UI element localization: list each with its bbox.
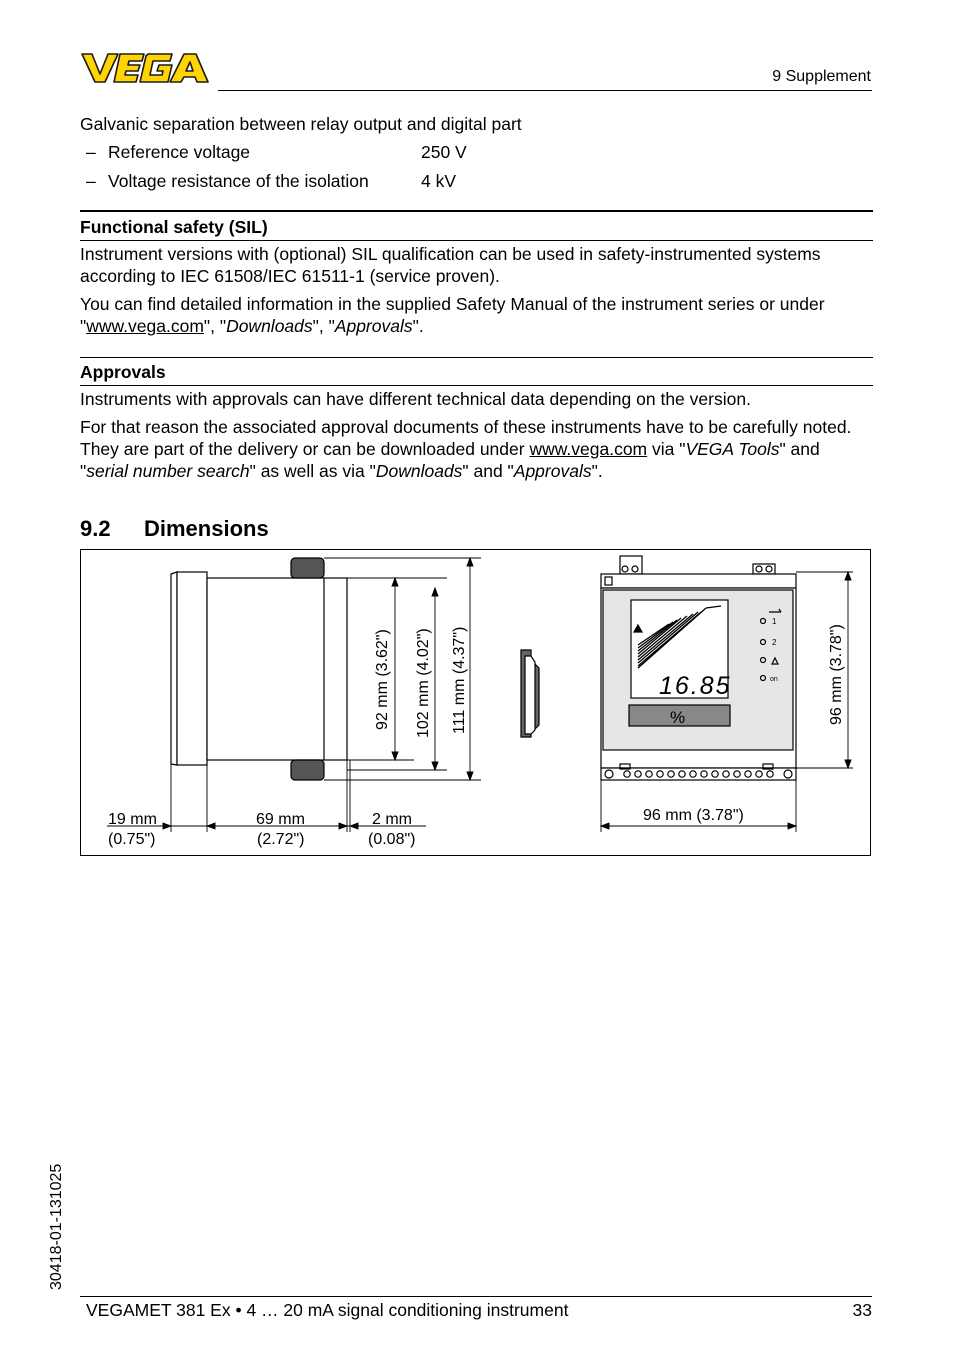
approvals-rule-top [80, 357, 873, 358]
galvanic-intro: Galvanic separation between relay output and digital part [80, 114, 522, 134]
section-label: 9 Supplement [772, 68, 871, 85]
approvals-paragraph-2: For that reason the associated approval documents of these instruments have to be carefully noted. They are part of the delivery or can be downloaded under www.vega.com via "VEGA Tools" and "serial number search" as well as via "Downloads" and "Approvals". [80, 417, 852, 481]
list-dash: – [86, 171, 96, 191]
spec-row-reference-voltage [86, 142, 586, 163]
dim-label-102mm: 102 mm (4.02") [415, 628, 432, 738]
approvals-paragraph-1: Instruments with approvals can have different technical data depending on the version. [80, 389, 751, 409]
vega-website-link[interactable]: www.vega.com [86, 316, 204, 336]
dim-label-69mm-inch: (2.72") [257, 831, 305, 848]
mounting-clip [521, 650, 539, 737]
sil-rule-bottom [80, 240, 873, 241]
dimensions-drawing [81, 550, 870, 855]
dim-label-111mm: 111 mm (4.37") [451, 626, 468, 734]
spec-value: 4 kV [421, 171, 457, 191]
vega-website-link[interactable]: www.vega.com [529, 439, 648, 459]
display-reading: 16.85 [659, 672, 732, 700]
dim-label-92mm: 92 mm (3.62") [374, 629, 391, 730]
section-number: 9.2 [80, 516, 111, 541]
document-number: 30418-01-131025 [48, 1163, 65, 1290]
list-dash: – [86, 142, 96, 162]
spec-label: Reference voltage [108, 142, 251, 162]
sil-heading: Functional safety (SIL) [80, 217, 268, 237]
dimensions-heading [80, 516, 269, 542]
page-number: 33 [852, 1300, 872, 1320]
approvals-rule-bottom [80, 385, 873, 386]
led-on-label: on [770, 676, 778, 683]
sil-paragraph-2: You can find detailed information in the supplied Safety Manual of the instrument series or under "www.vega.com", "Downloads", "Approvals". [80, 294, 825, 336]
section-title: Dimensions [144, 516, 269, 541]
dim-label-19mm-inch: (0.75") [108, 831, 156, 848]
display-unit: % [670, 708, 686, 727]
vega-logo [80, 50, 212, 86]
led-1-label: 1 [772, 617, 777, 626]
front-view [601, 556, 796, 780]
dim-label-96mm-height: 96 mm (3.78") [828, 624, 845, 725]
spec-row-isolation [86, 171, 586, 192]
side-view [171, 558, 347, 780]
footer-product: VEGAMET 381 Ex • 4 … 20 mA signal conditioning instrument [86, 1300, 569, 1320]
sil-rule-top [80, 210, 873, 212]
header-rule [218, 90, 872, 91]
dim-label-96mm-width: 96 mm (3.78") [643, 807, 744, 824]
dim-label-2mm-inch: (0.08") [368, 831, 416, 848]
dimensions-figure [80, 549, 871, 856]
spec-label: Voltage resistance of the isolation [108, 171, 369, 191]
dim-label-69mm: 69 mm [256, 811, 305, 828]
footer-rule [80, 1296, 872, 1297]
spec-value: 250 V [421, 142, 467, 162]
sil-paragraph-1: Instrument versions with (optional) SIL qualification can be used in safety-instrumented systems according to IEC 61508/IEC 61511-1 (service proven). [80, 244, 821, 286]
approvals-heading: Approvals [80, 362, 166, 382]
dim-label-2mm: 2 mm [372, 811, 412, 828]
led-2-label: 2 [772, 638, 777, 647]
dim-label-19mm: 19 mm [108, 811, 157, 828]
